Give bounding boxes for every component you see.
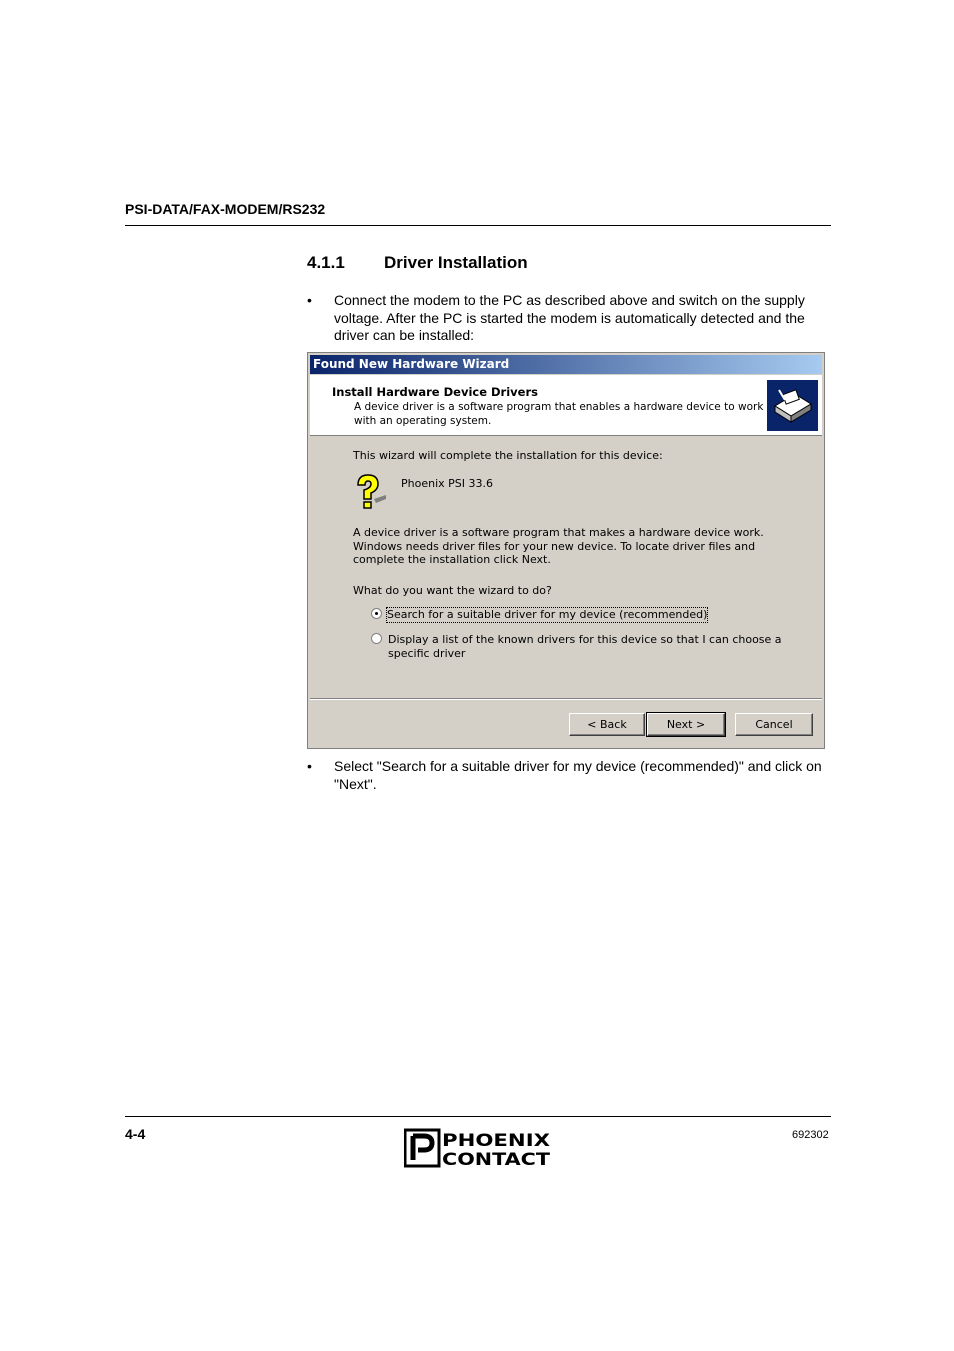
next-button[interactable]: Next >: [647, 713, 725, 736]
bullet-symbol: •: [307, 758, 312, 774]
svg-text:CONTACT: CONTACT: [442, 1150, 551, 1168]
cancel-button[interactable]: Cancel: [735, 713, 813, 736]
section-number: 4.1.1: [307, 253, 345, 272]
radio-search-driver[interactable]: [371, 608, 382, 619]
wizard-intro-text: This wizard will complete the installation for this device:: [353, 449, 663, 462]
header-rule: [125, 225, 831, 226]
dialog-separator: [310, 698, 822, 700]
option-label-display[interactable]: Display a list of the known drivers for this device so that I can choose a specific driver: [388, 633, 782, 660]
radio-display-list[interactable]: [371, 633, 382, 644]
running-header: PSI-DATA/FAX-MODEM/RS232: [125, 201, 326, 217]
instruction-paragraph: Select "Search for a suitable driver for my device (recommended)" and click on "Next".: [334, 758, 822, 792]
wizard-question: What do you want the wizard to do?: [353, 584, 552, 597]
svg-text:PHOENIX: PHOENIX: [442, 1131, 550, 1151]
footer-rule: [125, 1116, 831, 1117]
page-number: 4-4: [125, 1126, 146, 1142]
document-code: 692302: [792, 1129, 829, 1141]
back-button[interactable]: < Back: [569, 713, 645, 736]
instruction-paragraph: Connect the modem to the PC as described above and switch on the supply voltage. After the PC is started the modem is automatically detected and the driver can be installed:: [334, 292, 805, 343]
driver-description: A device driver is a software program that makes a hardware device work. Windows needs driver files for your new device. To locate driver files and complete the installation click Next.: [353, 526, 764, 566]
option-label-search[interactable]: Search for a suitable driver for my device (recommended): [387, 608, 708, 621]
wizard-dialog: [307, 352, 825, 749]
section-title: Driver Installation: [384, 253, 528, 272]
phoenix-contact-logo: [404, 1128, 552, 1168]
wizard-header-panel: [310, 375, 822, 436]
dialog-titlebar[interactable]: [310, 355, 822, 374]
dialog-title: Found New Hardware Wizard: [313, 357, 510, 371]
wizard-step-description: A device driver is a software program that enables a hardware device to work with an operating system.: [354, 401, 764, 427]
bullet-symbol: •: [307, 292, 312, 308]
wizard-step-title: Install Hardware Device Drivers: [332, 385, 538, 399]
hardware-wizard-icon: [767, 380, 818, 431]
device-name: Phoenix PSI 33.6: [401, 477, 493, 490]
unknown-device-icon: [352, 473, 388, 511]
